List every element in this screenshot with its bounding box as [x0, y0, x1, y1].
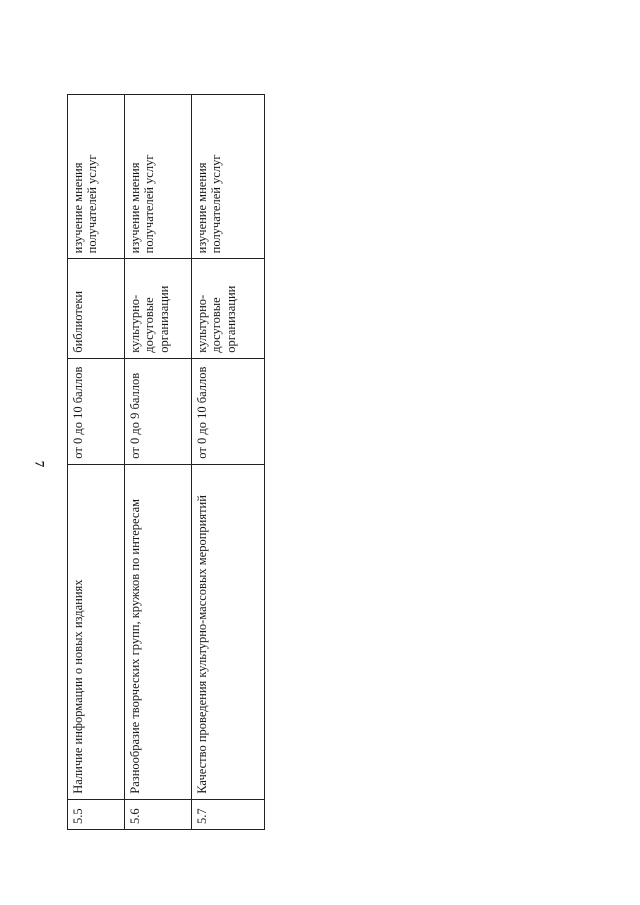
organization-cell: культурно-досуговые организации: [125, 259, 192, 358]
criteria-table: [67, 94, 265, 830]
rotated-table-wrapper: [67, 94, 249, 830]
organization-cell: культурно-досуговые организации: [192, 259, 265, 358]
table-row: [125, 95, 192, 830]
score-cell: от 0 до 10 баллов: [192, 358, 265, 464]
score-cell: от 0 до 10 баллов: [68, 358, 125, 464]
row-number: 5.7: [192, 799, 265, 829]
indicator-cell: Наличие информации о новых изданиях: [68, 464, 125, 799]
indicator-cell: Качество проведения культурно-массовых мероприятий: [192, 464, 265, 799]
method-cell: изучение мнения получателей услуг: [192, 95, 265, 259]
page-number: 7: [32, 460, 48, 468]
row-number: 5.5: [68, 799, 125, 829]
table-row: [68, 95, 125, 830]
method-cell: изучение мнения получателей услуг: [68, 95, 125, 259]
organization-cell: библиотеки: [68, 259, 125, 358]
score-cell: от 0 до 9 баллов: [125, 358, 192, 464]
row-number: 5.6: [125, 799, 192, 829]
indicator-cell: Разнообразие творческих групп, кружков по интересам: [125, 464, 192, 799]
table-row: [192, 95, 265, 830]
method-cell: изучение мнения получателей услуг: [125, 95, 192, 259]
